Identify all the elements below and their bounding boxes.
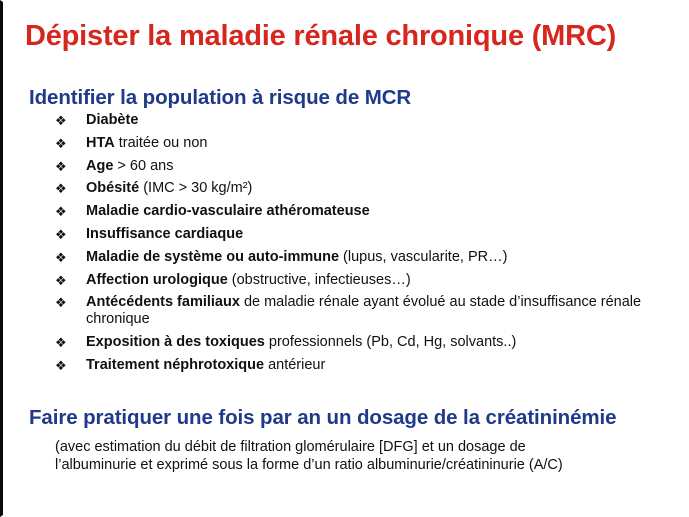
list-item-text: antérieur [264, 356, 326, 373]
list-item-text: (obstructive, infectieuses…) [227, 271, 411, 288]
list-item [55, 112, 675, 129]
list-item-bold: Traitement néphrotoxique [86, 356, 265, 373]
list-item [55, 158, 675, 175]
four-diamond-bullet-icon: ❖ [55, 295, 67, 311]
four-diamond-bullet-icon: ❖ [55, 272, 67, 288]
list-item-bold: Obésité [86, 180, 140, 197]
list-item [55, 135, 675, 152]
section-paragraph [55, 438, 685, 474]
list-item-text: (IMC > 30 kg/m²) [139, 180, 253, 197]
paragraph-line: l’albuminurie et exprimé sous la forme d’un ratio albuminurie/créatininurie (A/C) [55, 457, 563, 473]
four-diamond-bullet-icon: ❖ [55, 181, 67, 197]
list-item [55, 180, 675, 197]
list-item-bold: Exposition à des toxiques [86, 334, 265, 351]
list-item [55, 203, 675, 220]
list-item-bold: Maladie de système ou auto-immune [86, 248, 340, 265]
list-item-bold: Affection urologique [86, 271, 228, 288]
list-item-text: traitée ou non [114, 134, 208, 151]
list-item-text: > 60 ans [113, 157, 174, 174]
four-diamond-bullet-icon: ❖ [55, 249, 67, 265]
list-item [55, 357, 675, 374]
list-item-bold: Insuffisance cardiaque [86, 225, 244, 242]
list-item-text: professionnels (Pb, Cd, Hg, solvants..) [264, 334, 517, 351]
list-item-bold: Maladie cardio-vasculaire athéromateuse [86, 203, 370, 220]
list-item-text: (lupus, vascularite, PR…) [339, 248, 508, 265]
list-item-bold: Age [86, 157, 114, 174]
list-item-bold: Diabète [86, 112, 139, 128]
slide-title: Dépister la maladie rénale chronique (MRC) [25, 20, 617, 52]
section-title-creatininemie: Faire pratiquer une fois par an un dosage de la créatininémie [29, 406, 617, 429]
list-item-bold: HTA [86, 134, 115, 151]
list-item-text: de maladie rénale ayant évolué au stade d’insuffisance rénale chronique [86, 294, 642, 328]
section-title-population-risque: Identifier la population à risque de MCR [29, 86, 412, 109]
risk-factor-list [55, 112, 675, 380]
four-diamond-bullet-icon: ❖ [55, 335, 67, 351]
four-diamond-bullet-icon: ❖ [55, 357, 67, 373]
list-item [55, 272, 675, 289]
four-diamond-bullet-icon: ❖ [55, 226, 67, 242]
list-item [55, 334, 675, 351]
list-item [55, 294, 675, 328]
paragraph-line: (avec estimation du débit de filtration glomérulaire [DFG] et un dosage de [55, 439, 526, 455]
four-diamond-bullet-icon: ❖ [55, 135, 67, 151]
list-item [55, 249, 675, 266]
four-diamond-bullet-icon: ❖ [55, 113, 67, 128]
list-item [55, 226, 675, 243]
four-diamond-bullet-icon: ❖ [55, 158, 67, 174]
list-item-bold: Antécédents familiaux [86, 294, 240, 311]
four-diamond-bullet-icon: ❖ [55, 204, 67, 220]
